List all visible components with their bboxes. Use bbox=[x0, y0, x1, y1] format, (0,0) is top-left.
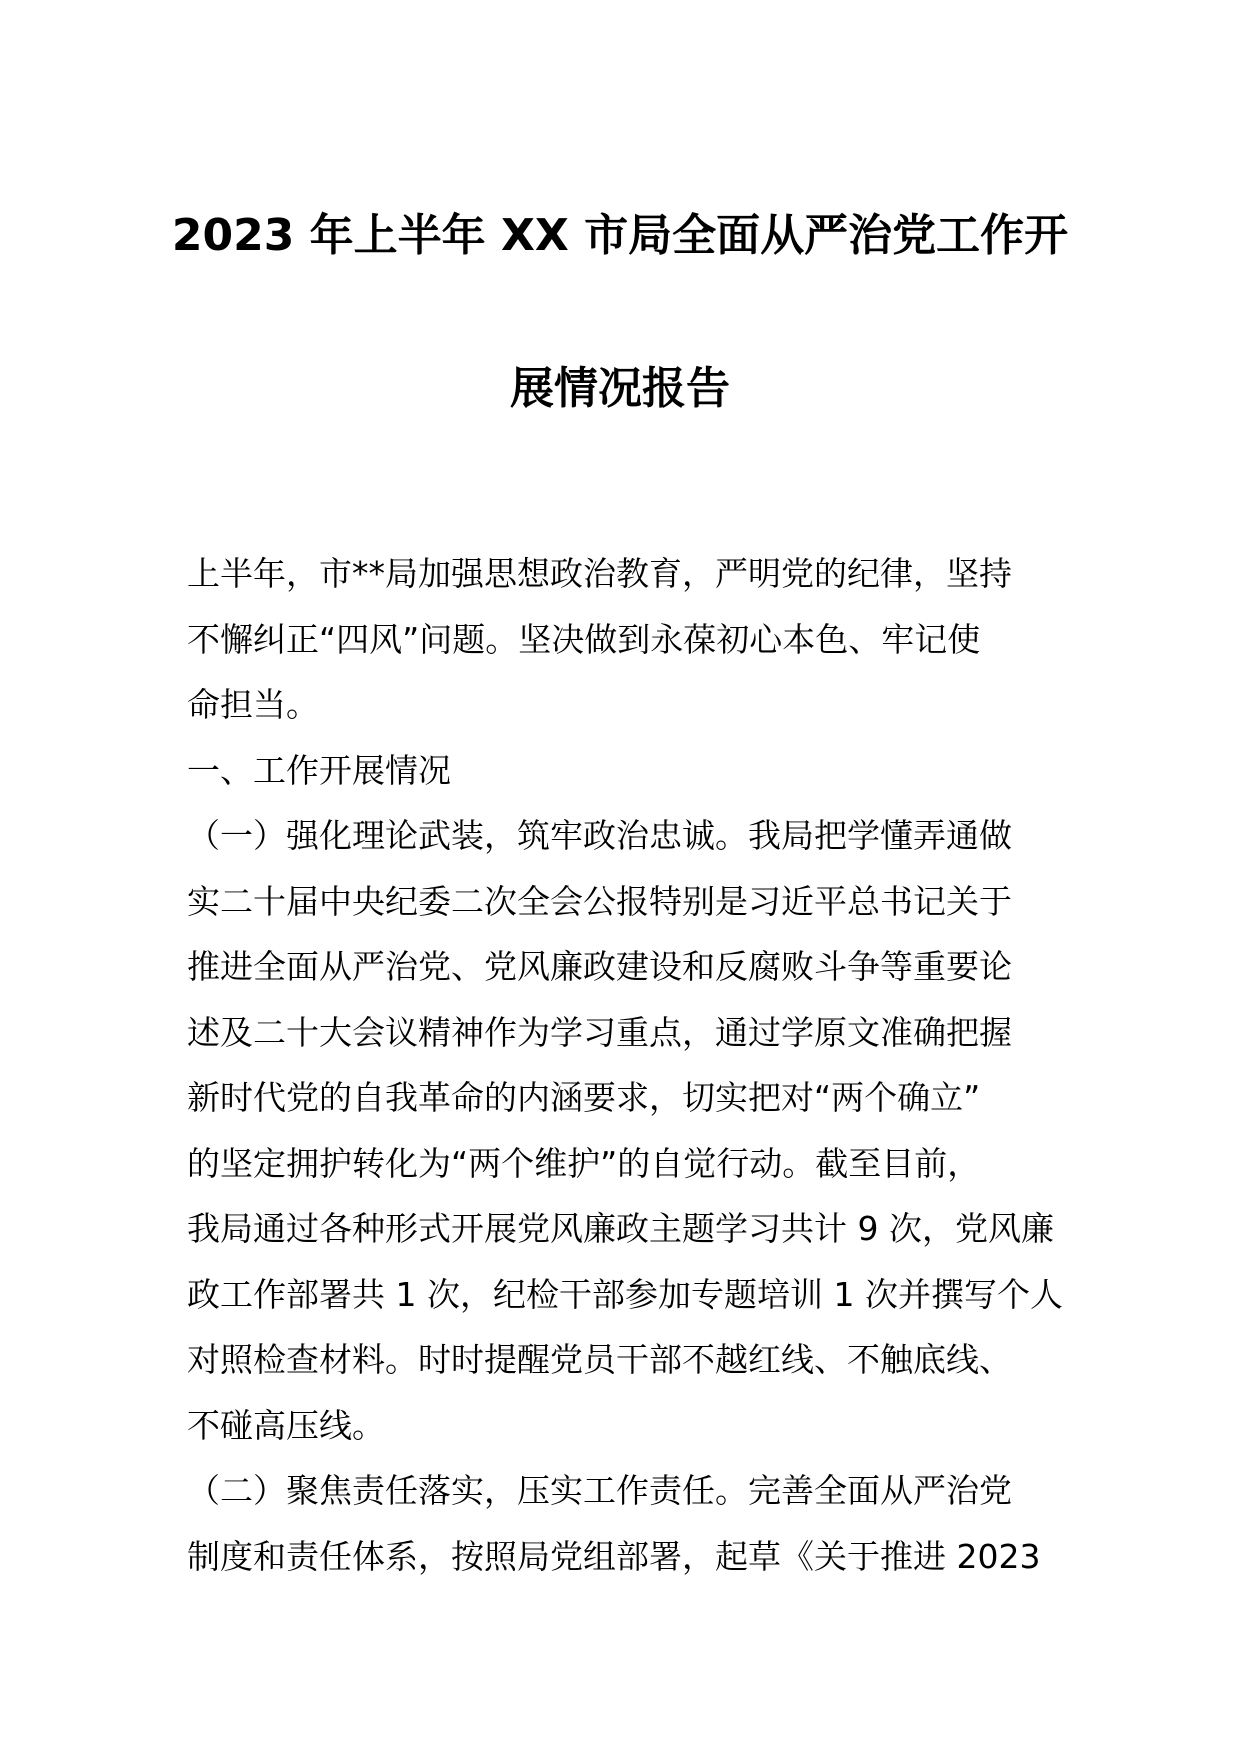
paragraph-1-line-8: 政工作部署共 1 次，纪检干部参加专题培训 1 次并撰写个人 bbox=[187, 1274, 1063, 1314]
document-title-line-2: 展情况报告 bbox=[510, 363, 730, 414]
paragraph-1-line-5: 新时代党的自我革命的内涵要求，切实把对“两个确立” bbox=[187, 1078, 981, 1117]
paragraph-1-line-7: 我局通过各种形式开展党风廉政主题学习共计 9 次，党风廉 bbox=[187, 1209, 1054, 1248]
document-body bbox=[187, 541, 1063, 1589]
intro-line-2: 不懈纠正“四风”问题。坚决做到永葆初心本色、牢记使 bbox=[187, 619, 981, 659]
paragraph-1-line-6: 的坚定拥护转化为“两个维护”的自觉行动。截至目前， bbox=[187, 1143, 981, 1183]
paragraph-1-line-10: 不碰高压线。 bbox=[187, 1405, 385, 1445]
intro-line-1: 上半年，市**局加强思想政治教育，严明党的纪律，坚持 bbox=[187, 554, 1012, 593]
paragraph-2-line-2: 制度和责任体系，按照局党组部署，起草《关于推进 2023 bbox=[187, 1536, 1041, 1576]
paragraph-1-line-4: 述及二十大会议精神作为学习重点，通过学原文准确把握 bbox=[187, 1012, 1012, 1052]
paragraph-1-line-9: 对照检查材料。时时提醒党员干部不越红线、不触底线、 bbox=[187, 1340, 1012, 1379]
paragraph-1-line-1: （一）强化理论武装，筑牢政治忠诚。我局把学懂弄通做 bbox=[187, 816, 1012, 855]
section-heading: 一、工作开展情况 bbox=[187, 750, 451, 790]
document-title-line-1: 2023 年上半年 XX 市局全面从严治党工作开 bbox=[171, 210, 1069, 261]
paragraph-1-line-3: 推进全面从严治党、党风廉政建设和反腐败斗争等重要论 bbox=[187, 947, 1012, 986]
paragraph-1-line-2: 实二十届中央纪委二次全会公报特别是习近平总书记关于 bbox=[187, 881, 1012, 921]
paragraph-2-line-1: （二）聚焦责任落实，压实工作责任。完善全面从严治党 bbox=[187, 1471, 1012, 1510]
intro-line-3: 命担当。 bbox=[187, 685, 319, 724]
